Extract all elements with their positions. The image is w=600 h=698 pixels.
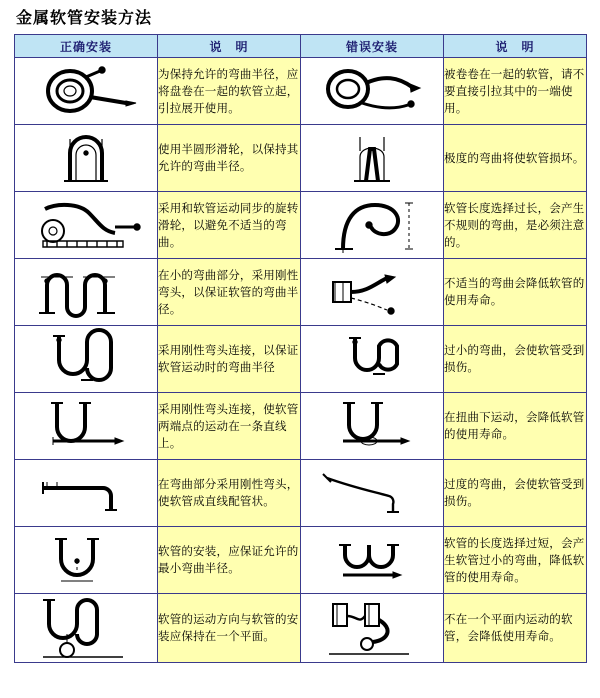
header-wrong-install: 错误安装 bbox=[301, 35, 444, 58]
figure-twisting-motion bbox=[301, 393, 444, 460]
table-row bbox=[15, 460, 587, 527]
figure-sharp-bend-pulley bbox=[301, 125, 444, 192]
table-header-row bbox=[15, 35, 587, 58]
note-wrong: 过度的弯曲，会使软管受到损伤。 bbox=[444, 460, 587, 527]
note-wrong: 被卷卷在一起的软管，请不要直接引拉其中的一端使用。 bbox=[444, 58, 587, 125]
note-correct: 在弯曲部分采用刚性弯头，使软管成直线配管状。 bbox=[158, 460, 301, 527]
hose-installation-table bbox=[14, 34, 587, 663]
note-wrong: 软管的长度选择过短，会产生软管过小的弯曲，降低软管的使用寿命。 bbox=[444, 527, 587, 594]
note-correct: 采用和软管运动同步的旋转滑轮，以避免不适当的弯曲。 bbox=[158, 192, 301, 259]
page-title: 金属软管安装方法 bbox=[16, 8, 153, 27]
figure-synchronized-rotating-pulley bbox=[15, 192, 158, 259]
figure-rigid-elbow-straight-line bbox=[15, 393, 158, 460]
note-correct: 软管的运动方向与软管的安装应保持在一个平面。 bbox=[158, 594, 301, 663]
figure-same-plane-movement bbox=[15, 594, 158, 663]
figure-rigid-elbow-small-bend bbox=[15, 259, 158, 326]
note-correct: 采用刚性弯头连接，使软管两端点的运动在一条直线上。 bbox=[158, 393, 301, 460]
table-row bbox=[15, 594, 587, 663]
table-row bbox=[15, 326, 587, 393]
note-correct: 使用半圆形滑轮，以保持其允许的弯曲半径。 bbox=[158, 125, 301, 192]
note-wrong: 在扭曲下运动，会降低软管的使用寿命。 bbox=[444, 393, 587, 460]
figure-too-long-hose-small-bend bbox=[301, 527, 444, 594]
note-wrong: 过小的弯曲，会使软管受到损伤。 bbox=[444, 326, 587, 393]
figure-out-of-plane-movement bbox=[301, 594, 444, 663]
header-wrong-note: 说 明 bbox=[444, 35, 587, 58]
table-row bbox=[15, 192, 587, 259]
note-wrong: 软管长度选择过长，会产生不规则的弯曲，是必须注意的。 bbox=[444, 192, 587, 259]
table-row bbox=[15, 259, 587, 326]
figure-improper-bend-short-life bbox=[301, 259, 444, 326]
figure-coiled-hose-pulled bbox=[301, 58, 444, 125]
table-row bbox=[15, 527, 587, 594]
figure-straight-piping-rigid-elbow bbox=[15, 460, 158, 527]
note-correct: 为保持允许的弯曲半径，应将盘卷在一起的软管立起，引拉展开使用。 bbox=[158, 58, 301, 125]
note-correct: 采用刚性弯头连接，以保证软管运动时的弯曲半径 bbox=[158, 326, 301, 393]
header-correct-install: 正确安装 bbox=[15, 35, 158, 58]
figure-semicircular-sheave bbox=[15, 125, 158, 192]
note-wrong: 不适当的弯曲会降低软管的使用寿命。 bbox=[444, 259, 587, 326]
note-correct: 在小的弯曲部分，采用刚性弯头，以保证软管的弯曲半径。 bbox=[158, 259, 301, 326]
table-row bbox=[15, 125, 587, 192]
note-wrong: 不在一个平面内运动的软管，会降低使用寿命。 bbox=[444, 594, 587, 663]
note-wrong: 极度的弯曲将使软管损坏。 bbox=[444, 125, 587, 192]
figure-excessive-bend-damage bbox=[301, 460, 444, 527]
table-row bbox=[15, 58, 587, 125]
note-correct: 软管的安装，应保证允许的最小弯曲半径。 bbox=[158, 527, 301, 594]
table-row bbox=[15, 393, 587, 460]
figure-too-small-bend-radius bbox=[301, 326, 444, 393]
header-correct-note: 说 明 bbox=[158, 35, 301, 58]
figure-coiled-hose-standing bbox=[15, 58, 158, 125]
figure-minimum-bend-radius-install bbox=[15, 527, 158, 594]
figure-rigid-elbow-connection bbox=[15, 326, 158, 393]
figure-too-long-hose-irregular-bend bbox=[301, 192, 444, 259]
